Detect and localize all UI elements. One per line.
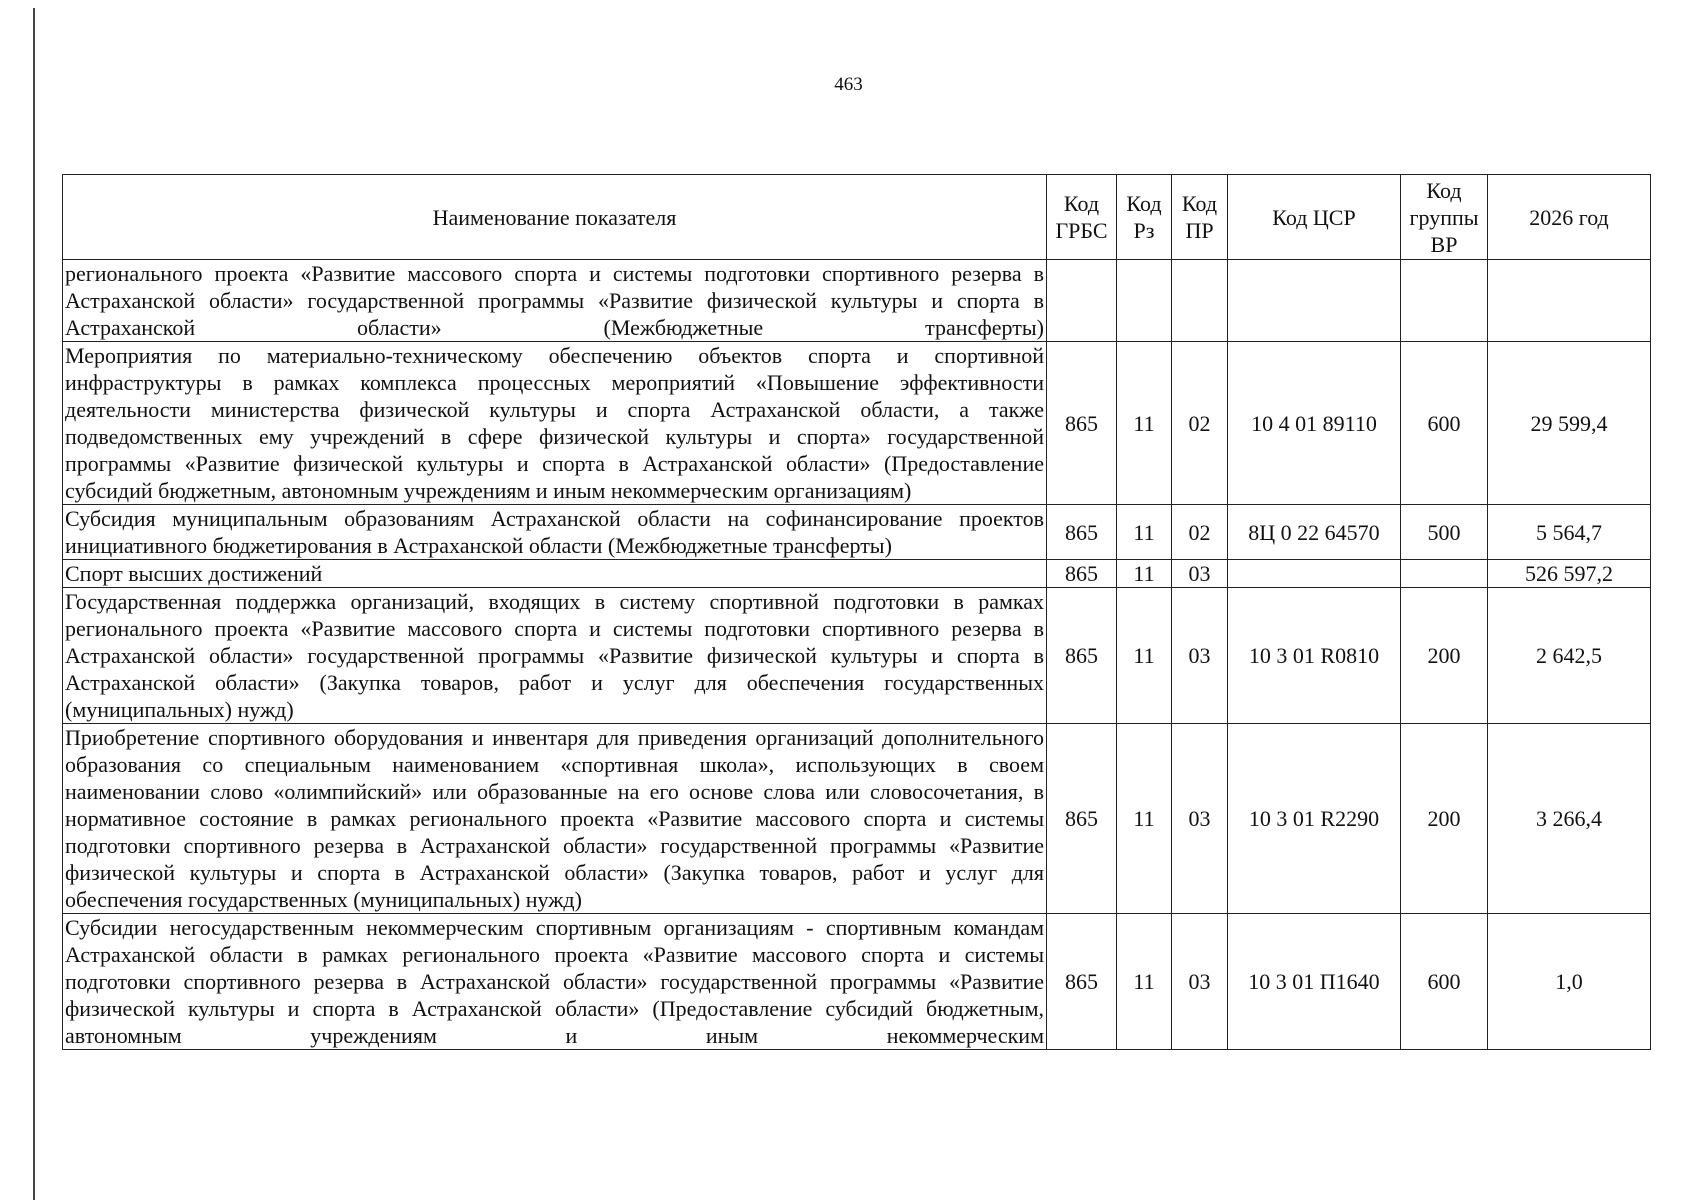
- table-row: [63, 342, 1651, 505]
- row-grbs: 865: [1047, 560, 1117, 588]
- row-grbs: 865: [1047, 724, 1117, 914]
- row-pr: 02: [1172, 342, 1228, 505]
- page-number: 463: [834, 74, 863, 95]
- row-vr: [1401, 260, 1488, 342]
- row-rz: [1117, 260, 1172, 342]
- row-name: Субсидия муниципальным образованиям Астраханской области на софинансирование проектов инициативного бюджетирования в Астраханской области (Межбюджетные трансферты): [63, 505, 1047, 560]
- row-name: регионального проекта «Развитие массового спорта и системы подготовки спортивного резерва в Астраханской области» государственной программы «Развитие физической культуры и спорта в Астраханской области» (Межбюджетные трансферты): [63, 260, 1047, 342]
- header-year: 2026 год: [1488, 175, 1651, 260]
- row-csr: 10 3 01 П1640: [1228, 914, 1401, 1050]
- table-row: [63, 260, 1651, 342]
- row-vr: 500: [1401, 505, 1488, 560]
- row-csr: [1228, 260, 1401, 342]
- row-amount: 526 597,2: [1488, 560, 1651, 588]
- row-pr: 03: [1172, 724, 1228, 914]
- table-row: [63, 724, 1651, 914]
- row-rz: 11: [1117, 588, 1172, 724]
- row-vr: 600: [1401, 914, 1488, 1050]
- row-csr: 10 3 01 R0810: [1228, 588, 1401, 724]
- row-grbs: 865: [1047, 342, 1117, 505]
- header-rz: Код Рз: [1117, 175, 1172, 260]
- row-amount: 3 266,4: [1488, 724, 1651, 914]
- row-vr: 200: [1401, 724, 1488, 914]
- row-pr: [1172, 260, 1228, 342]
- row-rz: 11: [1117, 560, 1172, 588]
- row-pr: 03: [1172, 588, 1228, 724]
- row-amount: [1488, 260, 1651, 342]
- row-name: Мероприятия по материально-техническому обеспечению объектов спорта и спортивной инфраструктуры в рамках комплекса процессных мероприятий «Повышение эффективности деятельности министерства физической культуры и спорта Астраханской области, а также подведомственных ему учреждений в сфере физической культуры и спорта» государственной программы «Развитие физической культуры и спорта в Астраханской области» (Предоставление субсидий бюджетным, автономным учреждениям и иным некоммерческим организациям): [63, 342, 1047, 505]
- row-csr: 10 4 01 89110: [1228, 342, 1401, 505]
- row-vr: 200: [1401, 588, 1488, 724]
- row-grbs: [1047, 260, 1117, 342]
- row-amount: 5 564,7: [1488, 505, 1651, 560]
- header-name: Наименование показателя: [63, 175, 1047, 260]
- table-row: [63, 560, 1651, 588]
- row-name: Приобретение спортивного оборудования и инвентаря для приведения организаций дополнительного образования со специальным наименованием «спортивная школа», использующих в своем наименовании слово «олимпийский» или образованные на его основе слова или словосочетания, в нормативное состояние в рамках регионального проекта «Развитие массового спорта и системы подготовки спортивного резерва в Астраханской области» государственной программы «Развитие физической культуры и спорта в Астраханской области» (Закупка товаров, работ и услуг для обеспечения государственных (муниципальных) нужд): [63, 724, 1047, 914]
- budget-table: [62, 174, 1651, 1050]
- row-name: Государственная поддержка организаций, входящих в систему спортивной подготовки в рамках регионального проекта «Развитие массового спорта и системы подготовки спортивного резерва в Астраханской области» государственной программы «Развитие физической культуры и спорта в Астраханской области» (Закупка товаров, работ и услуг для обеспечения государственных (муниципальных) нужд): [63, 588, 1047, 724]
- row-grbs: 865: [1047, 914, 1117, 1050]
- row-rz: 11: [1117, 342, 1172, 505]
- row-grbs: 865: [1047, 588, 1117, 724]
- row-rz: 11: [1117, 505, 1172, 560]
- row-amount: 1,0: [1488, 914, 1651, 1050]
- header-vr: Код группы ВР: [1401, 175, 1488, 260]
- table-row: [63, 505, 1651, 560]
- row-vr: 600: [1401, 342, 1488, 505]
- row-vr: [1401, 560, 1488, 588]
- row-amount: 29 599,4: [1488, 342, 1651, 505]
- row-csr: 10 3 01 R2290: [1228, 724, 1401, 914]
- table-row: [63, 588, 1651, 724]
- row-pr: 03: [1172, 914, 1228, 1050]
- row-pr: 03: [1172, 560, 1228, 588]
- table-header-row: [63, 175, 1651, 260]
- row-grbs: 865: [1047, 505, 1117, 560]
- header-csr: Код ЦСР: [1228, 175, 1401, 260]
- row-name: Субсидии негосударственным некоммерческим спортивным организациям - спортивным командам Астраханской области в рамках регионального проекта «Развитие массового спорта и системы подготовки спортивного резерва в Астраханской области» государственной программы «Развитие физической культуры и спорта в Астраханской области» (Предоставление субсидий бюджетным, автономным учреждениям и иным некоммерческим: [63, 914, 1047, 1050]
- header-grbs: Код ГРБС: [1047, 175, 1117, 260]
- row-csr: [1228, 560, 1401, 588]
- row-rz: 11: [1117, 914, 1172, 1050]
- row-csr: 8Ц 0 22 64570: [1228, 505, 1401, 560]
- row-name: Спорт высших достижений: [63, 560, 1047, 588]
- row-pr: 02: [1172, 505, 1228, 560]
- row-rz: 11: [1117, 724, 1172, 914]
- left-margin-line: [33, 8, 35, 1200]
- table-row: [63, 914, 1651, 1050]
- header-pr: Код ПР: [1172, 175, 1228, 260]
- row-amount: 2 642,5: [1488, 588, 1651, 724]
